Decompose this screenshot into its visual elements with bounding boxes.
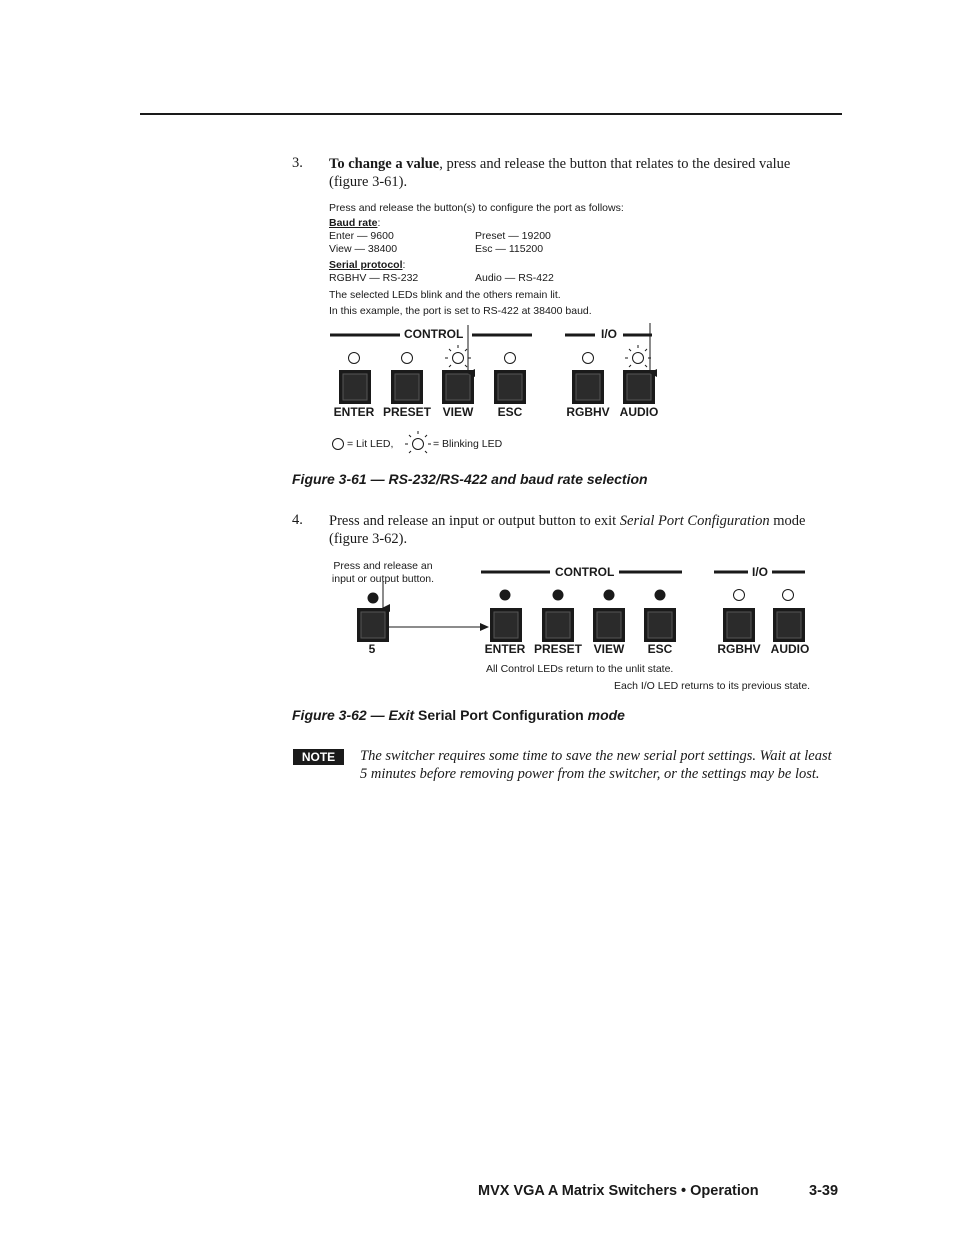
step-4-number: 4. <box>292 512 303 528</box>
fig61-io-label: I/O <box>601 327 618 341</box>
footer-title: MVX VGA A Matrix Switchers • Operation <box>478 1183 759 1199</box>
fig62-io-note: Each I/O LED returns to its previous state. <box>614 680 811 692</box>
fig62-caption: Figure 3-62 — Exit Serial Port Configuration mode <box>292 707 625 723</box>
fig62-button-audio[interactable] <box>773 608 805 642</box>
led-preset-lit <box>402 353 413 364</box>
note-badge: NOTE <box>293 749 344 765</box>
fig62-label-preset: PRESET <box>533 642 582 656</box>
button-esc[interactable] <box>494 370 526 404</box>
legend-lit-text: = Lit LED, <box>347 438 394 450</box>
fig61-label-esc: ESC <box>497 405 523 419</box>
step-4-text: Press and release an input or output button to exit Serial Port Configuration mode (figure 3-62). <box>329 513 806 547</box>
fig61-blink-line: The selected LEDs blink and the others remain lit. <box>329 289 561 301</box>
baud-enter: Enter — 9600 <box>329 230 394 242</box>
fig61-label-enter: ENTER <box>333 405 375 419</box>
baud-preset: Preset — 19200 <box>475 230 551 242</box>
led-input-5 <box>368 593 379 604</box>
button-view[interactable] <box>442 370 474 404</box>
led-enter-unlit <box>500 590 511 601</box>
led-audio-lit <box>783 590 794 601</box>
fig62-callout: Press and release an input or output button. <box>331 560 435 585</box>
led-view-blinking <box>445 345 471 367</box>
button-preset[interactable] <box>391 370 423 404</box>
fig61-label-rgbhv: RGBHV <box>566 405 610 419</box>
button-rgbhv[interactable] <box>572 370 604 404</box>
led-view-unlit <box>604 590 615 601</box>
fig61-example-line: In this example, the port is set to RS-422 at 38400 baud. <box>329 305 592 317</box>
button-input-5[interactable] <box>357 608 389 642</box>
fig61-intro: Press and release the button(s) to configure the port as follows: <box>329 202 624 214</box>
fig62-label-rgbhv: RGBHV <box>717 642 761 656</box>
fig62-button-view[interactable] <box>593 608 625 642</box>
fig62-button-enter[interactable] <box>490 608 522 642</box>
led-esc-unlit <box>655 590 666 601</box>
led-audio-blinking <box>625 345 651 367</box>
legend-blinking-led-icon <box>405 431 431 453</box>
fig61-instructions: Press and release the button(s) to configure the port as follows: Baud rate: Enter — 9600 Preset — 19200 View — 38400 Esc — 115200 Serial protocol: RGBHV — RS-232 Audio — RS-422 The selected LEDs blink and the others remain lit. In this example, the port is set to RS-422 at 38400 baud. <box>329 202 749 318</box>
header-rule <box>140 113 842 115</box>
led-preset-unlit <box>553 590 564 601</box>
fig61-caption: Figure 3-61 — RS-232/RS-422 and baud rate selection <box>292 471 648 487</box>
button-enter[interactable] <box>339 370 371 404</box>
fig62-label-view: VIEW <box>593 642 625 656</box>
led-enter-lit <box>349 353 360 364</box>
note-text: The switcher requires some time to save the new serial port settings. Wait at least 5 minutes before removing power from the switcher, or the settings may be lost. <box>360 748 832 782</box>
fig61-label-audio: AUDIO <box>619 405 659 419</box>
protocol-rgbhv: RGBHV — RS-232 <box>329 272 419 284</box>
protocol-audio: Audio — RS-422 <box>475 272 554 284</box>
fig62-button-esc[interactable] <box>644 608 676 642</box>
baud-esc: Esc — 115200 <box>475 243 544 255</box>
fig62-control-label: CONTROL <box>555 565 615 579</box>
fig62-label-esc: ESC <box>647 642 673 656</box>
baud-heading: Baud rate <box>329 217 378 229</box>
step-3-number: 3. <box>292 155 303 171</box>
led-rgbhv-lit <box>734 590 745 601</box>
fig61-control-label: CONTROL <box>404 327 464 341</box>
fig62-control-note: All Control LEDs return to the unlit state. <box>486 663 674 675</box>
fig61-label-preset: PRESET <box>382 405 431 419</box>
fig61-label-view: VIEW <box>442 405 474 419</box>
fig62-button-preset[interactable] <box>542 608 574 642</box>
button-audio[interactable] <box>623 370 655 404</box>
fig62-label-audio: AUDIO <box>770 642 810 656</box>
fig62-label-enter: ENTER <box>484 642 526 656</box>
led-rgbhv-lit <box>583 353 594 364</box>
step-3-text: To change a value, press and release the button that relates to the desired value (figure 3-61). <box>329 156 791 190</box>
led-esc-lit <box>505 353 516 364</box>
page-number: 3-39 <box>809 1183 839 1199</box>
legend-lit-led-icon <box>333 439 344 450</box>
fig62-label-input-5: 5 <box>368 642 376 656</box>
baud-view: View — 38400 <box>329 243 398 255</box>
fig62-button-rgbhv[interactable] <box>723 608 755 642</box>
protocol-heading: Serial protocol <box>329 259 403 271</box>
fig62-io-label: I/O <box>752 565 769 579</box>
legend-blink-text: = Blinking LED <box>433 438 503 450</box>
